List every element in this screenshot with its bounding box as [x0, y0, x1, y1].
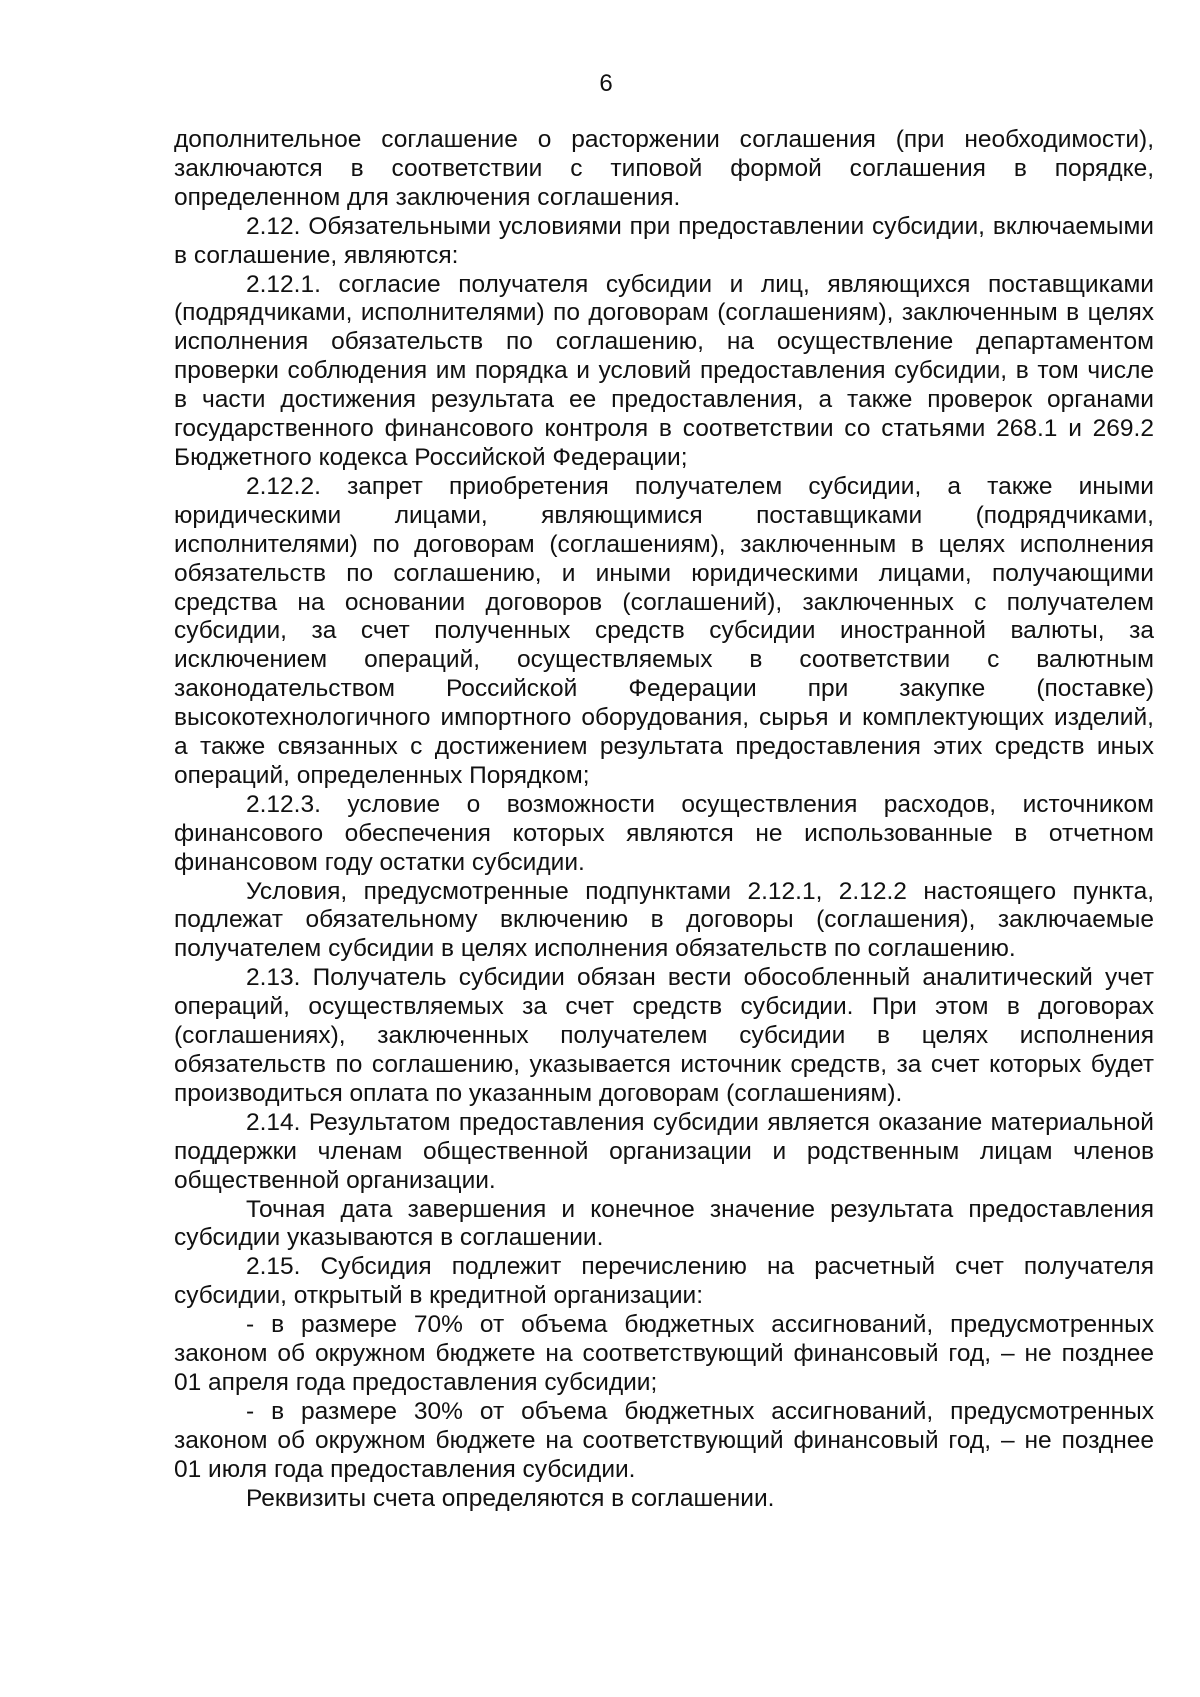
paragraph-result-date: Точная дата завершения и конечное значение результата предоставления субсидии указываются в соглашении.: [174, 1195, 1154, 1252]
paragraph-conditions: Условия, предусмотренные подпунктами 2.12.1, 2.12.2 настоящего пункта, подлежат обязательному включению в договоры (соглашения), заключаемые получателем субсидии в целях исполнения обязательств по соглашению.: [174, 877, 1154, 963]
paragraph-2-15: 2.15. Субсидия подлежит перечислению на расчетный счет получателя субсидии, открытый в кредитной организации:: [174, 1253, 1154, 1310]
paragraph-2-12: 2.12. Обязательными условиями при предоставлении субсидии, включаемыми в соглашение, являются:: [174, 212, 1154, 269]
paragraph-2-12-3: 2.12.3. условие о возможности осуществления расходов, источником финансового обеспечения которых являются не использованные в отчетном финансовом году остатки субсидии.: [174, 790, 1154, 876]
paragraph-2-14: 2.14. Результатом предоставления субсидии является оказание материальной поддержки членам общественной организации и родственным лицам членов общественной организации.: [174, 1108, 1154, 1194]
page-number: 6: [599, 70, 613, 97]
paragraph-payment-30: - в размере 30% от объема бюджетных ассигнований, предусмотренных законом об окружном бюджете на соответствующий финансовый год, – не позднее 01 июля года предоставления субсидии.: [174, 1397, 1154, 1483]
paragraph-2-12-1: 2.12.1. согласие получателя субсидии и лиц, являющихся поставщиками (подрядчиками, исполнителями) по договорам (соглашениям), заключенным в целях исполнения обязательств по соглашению, на осуществление департаментом проверки соблюдения им порядка и условий предоставления субсидии, в том числе в части достижения результата ее предоставления, а также проверок органами государственного финансового контроля в соответствии со статьями 268.1 и 269.2 Бюджетного кодекса Российской Федерации;: [174, 270, 1154, 471]
paragraph-account-details: Реквизиты счета определяются в соглашении.: [246, 1484, 775, 1512]
document-body: [174, 126, 1154, 1514]
paragraph-payment-70: - в размере 70% от объема бюджетных ассигнований, предусмотренных законом об окружном бюджете на соответствующий финансовый год, – не позднее 01 апреля года предоставления субсидии;: [174, 1311, 1154, 1396]
paragraph-agreement-termination: дополнительное соглашение о расторжении соглашения (при необходимости), заключаются в соответствии с типовой формой соглашения в порядке, определенном для заключения соглашения.: [174, 126, 1154, 211]
paragraph-2-13: 2.13. Получатель субсидии обязан вести обособленный аналитический учет операций, осуществляемых за счет средств субсидии. При этом в договорах (соглашениях), заключенных получателем субсидии в целях исполнения обязательств по соглашению, указывается источник средств, за счет которых будет производиться оплата по указанным договорам (соглашениям).: [174, 964, 1154, 1107]
paragraph-2-12-2: 2.12.2. запрет приобретения получателем субсидии, а также иными юридическими лицами, являющимися поставщиками (подрядчиками, исполнителями) по договорам (соглашениям), заключенным в целях исполнения обязательств по соглашению, и иными юридическими лицами, получающими средства на основании договоров (соглашений), заключенных с получателем субсидии, за счет полученных средств субсидии иностранной валюты, за исключением операций, осуществляемых в соответствии с валютным законодательством Российской Федерации при закупке (поставке) высокотехнологичного импортного оборудования, сырья и комплектующих изделий, а также связанных с достижением результата предоставления этих средств иных операций, определенных Порядком;: [174, 472, 1154, 789]
